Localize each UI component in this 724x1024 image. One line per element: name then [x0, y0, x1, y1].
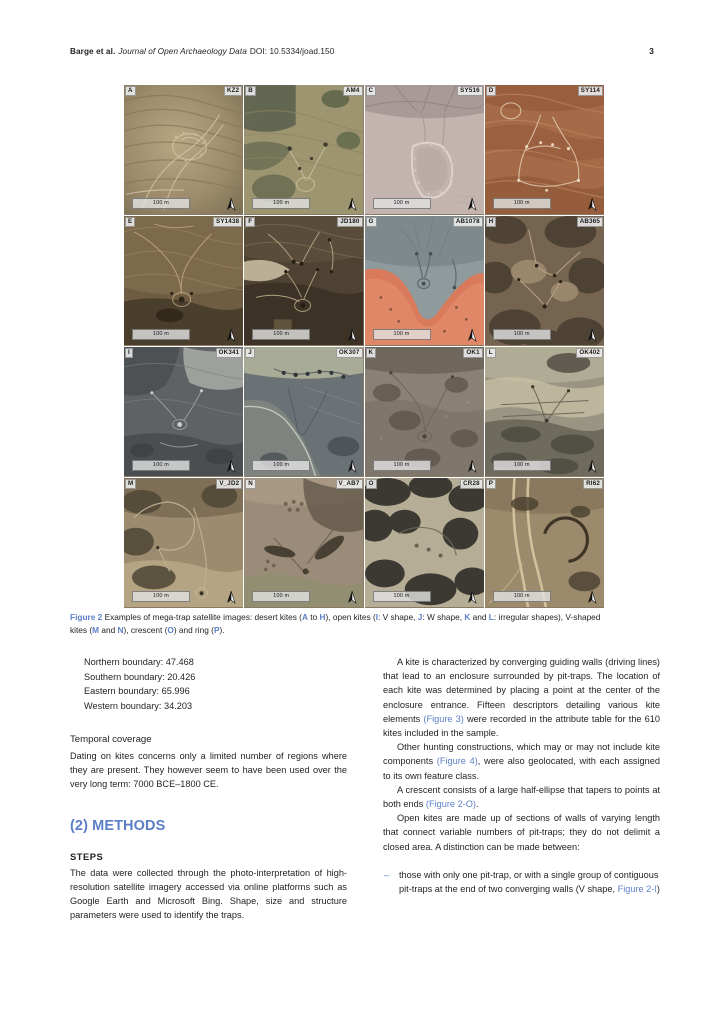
figure-panel[interactable]	[365, 85, 484, 215]
north-arrow-icon	[585, 328, 599, 343]
figure-caption-t11: ).	[219, 624, 225, 635]
panel-letter: C	[366, 86, 377, 96]
scale-bar: 100 m	[373, 460, 431, 471]
figure-caption-t10: ) and ring (	[173, 624, 214, 635]
north-arrow-icon	[224, 459, 238, 474]
figure-caption-ref-m: M	[92, 624, 100, 635]
north-arrow-icon	[465, 459, 479, 474]
scale-bar: 100 m	[132, 329, 190, 340]
p2-text-b: , were also geolocated, with each assigned to its own feature class.	[383, 756, 660, 781]
temporal-coverage-text: Dating on kites concerns only a limited number of regions where they are present. They however seem to have been used over the very long term: 7000 BCE–1800 CE.	[70, 750, 347, 789]
satellite-image-kz2	[124, 85, 243, 214]
north-arrow-icon	[465, 590, 479, 605]
figure-2-o-link[interactable]: (Figure 2-O)	[425, 799, 476, 810]
satellite-image-ok402	[485, 347, 604, 476]
p1-text-a: A kite is characterized by converging guiding walls (driving lines) that lead to an enclosure surrounded by pit-traps. The location of each kite was determined by placing a point at the center of the enclosure entrance. Fifteen descriptors detailing various kite elements	[383, 657, 660, 724]
figure-panel[interactable]	[365, 216, 484, 346]
panel-site-id: V_JD2	[216, 479, 242, 489]
figure-panel[interactable]	[124, 347, 243, 477]
figure-panel[interactable]	[124, 478, 243, 608]
panel-letter: M	[125, 479, 136, 489]
figure-panel[interactable]	[244, 347, 363, 477]
paragraph-crescent	[383, 783, 660, 811]
panel-letter: N	[245, 479, 256, 489]
satellite-image-jd180	[244, 216, 363, 345]
panel-site-id: SY114	[578, 86, 603, 96]
figure-panel-grid	[124, 85, 604, 608]
panel-site-id: OK1	[463, 348, 482, 358]
panel-site-id: OK402	[576, 348, 603, 358]
figure-3-link[interactable]: (Figure 3)	[423, 713, 464, 724]
figure-panel[interactable]	[244, 85, 363, 215]
figure-panel[interactable]	[244, 478, 363, 608]
figure-4-link[interactable]: (Figure 4)	[436, 756, 478, 767]
right-column	[383, 655, 660, 896]
scale-bar: 100 m	[493, 460, 551, 471]
temporal-coverage-heading: Temporal coverage	[70, 734, 152, 746]
north-arrow-icon	[345, 328, 359, 343]
figure-caption-t7: : irregular shapes), V-shaped kites (	[70, 612, 601, 635]
north-arrow-icon	[224, 197, 238, 212]
panel-site-id: KZ2	[224, 86, 242, 96]
north-arrow-icon	[224, 328, 238, 343]
figure-caption-ref-l: L	[488, 612, 494, 622]
figure-caption-t5: : W shape,	[422, 612, 465, 622]
left-column	[70, 655, 347, 922]
north-arrow-icon	[585, 197, 599, 212]
scale-bar: 100 m	[373, 591, 431, 602]
running-head-doi: DOI: 10.5334/joad.150	[249, 47, 335, 56]
panel-site-id: SY1438	[213, 217, 242, 227]
list-item: Southern boundary: 20.426	[84, 671, 196, 682]
north-arrow-icon	[345, 590, 359, 605]
satellite-image-ab1078	[365, 216, 484, 345]
panel-letter: G	[366, 217, 377, 227]
figure-caption-t9: ), crescent (	[123, 624, 168, 635]
figure-panel[interactable]	[244, 216, 363, 346]
panel-letter: O	[366, 479, 377, 489]
panel-site-id: SY516	[457, 86, 483, 96]
methods-heading: (2) METHODS	[70, 818, 166, 835]
panel-site-id: OK307	[336, 348, 363, 358]
scale-bar: 100 m	[252, 198, 310, 209]
scale-bar: 100 m	[252, 591, 310, 602]
figure-caption-ref-i: I	[375, 612, 379, 622]
figure-panel[interactable]	[365, 347, 484, 477]
figure-panel[interactable]	[485, 85, 604, 215]
running-head	[70, 46, 654, 56]
p3-text-a: A crescent consists of a large half-ellipse that tapers to points at both ends	[383, 784, 660, 810]
panel-site-id: AM4	[343, 86, 363, 96]
panel-site-id: CR28	[460, 479, 483, 489]
north-arrow-icon	[585, 590, 599, 605]
figure-caption-ref-o: O	[167, 624, 174, 635]
scale-bar: 100 m	[493, 591, 551, 602]
panel-letter: E	[125, 217, 135, 227]
scale-bar: 100 m	[493, 198, 551, 209]
boundary-list	[84, 655, 347, 713]
scale-bar: 100 m	[373, 198, 431, 209]
figure-caption-ref-n: N	[117, 624, 124, 635]
scale-bar: 100 m	[132, 591, 190, 602]
satellite-image-v-jd2	[124, 478, 243, 607]
running-head-journal: Journal of Open Archaeology Data	[118, 47, 247, 56]
panel-letter: F	[245, 217, 255, 227]
satellite-image-am4	[244, 85, 363, 214]
scale-bar: 100 m	[373, 329, 431, 340]
figure-caption	[70, 611, 610, 636]
panel-letter: A	[125, 86, 136, 96]
figure-caption-ref-a: A	[301, 612, 308, 622]
scale-bar: 100 m	[132, 198, 190, 209]
list-item: Western boundary: 34.203	[84, 700, 193, 711]
figure-panel[interactable]	[124, 85, 243, 215]
list-item: Northern boundary: 47.468	[84, 657, 194, 667]
figure-caption-t8: and	[99, 624, 118, 635]
list-item	[383, 868, 660, 896]
figure-caption-ref-k: K	[464, 612, 471, 622]
satellite-image-sy516	[365, 85, 484, 214]
panel-letter: P	[486, 479, 496, 489]
list-item: Eastern boundary: 65.996	[84, 686, 190, 697]
north-arrow-icon	[224, 590, 238, 605]
scale-bar: 100 m	[493, 329, 551, 340]
satellite-image-ok341	[124, 347, 243, 476]
scale-bar: 100 m	[252, 329, 310, 340]
scale-bar: 100 m	[132, 460, 190, 471]
figure-panel[interactable]	[124, 216, 243, 346]
panel-letter: D	[486, 86, 497, 96]
bullet1-text-b: )	[656, 884, 660, 895]
north-arrow-icon	[585, 459, 599, 474]
figure-caption-ref-j: J	[417, 612, 423, 622]
paragraph-kite-definition	[383, 655, 660, 740]
p2-text-a: Other hunting constructions, which may or may not include kite components	[383, 742, 660, 767]
satellite-image-sy114	[485, 85, 604, 214]
panel-letter: B	[245, 86, 256, 96]
panel-site-id: JD180	[337, 217, 362, 227]
steps-heading: STEPS	[70, 851, 104, 863]
panel-site-id: OK341	[216, 348, 243, 358]
figure-panel[interactable]	[365, 478, 484, 608]
bullet-dash: –	[384, 869, 390, 880]
figure-caption-t1: Examples of mega-trap satellite images: desert kites (	[102, 612, 302, 622]
panel-site-id: AB1078	[453, 217, 483, 227]
satellite-image-ab365	[485, 216, 604, 345]
panel-letter: H	[486, 217, 497, 227]
satellite-image-ri62	[485, 478, 604, 607]
north-arrow-icon	[345, 197, 359, 212]
north-arrow-icon	[345, 459, 359, 474]
figure-caption-t6: and	[470, 612, 489, 622]
figure-caption-ref-h: H	[319, 612, 326, 622]
open-kite-distinction-list	[383, 868, 660, 896]
satellite-image-sy1438	[124, 216, 243, 345]
panel-letter: I	[125, 348, 133, 358]
paragraph-open-kites: Open kites are made up of sections of walls of varying length that connect variable numbers of pit-traps; they do not delimit a closed area. A distinction can be made between:	[383, 813, 660, 852]
p3-text-b: .	[475, 799, 479, 810]
figure-panel[interactable]	[485, 347, 604, 477]
figure-2-i-link[interactable]: Figure 2-I	[617, 884, 657, 895]
figure-2	[124, 85, 604, 608]
bullet1-text-a: those with only one pit-trap, or with a single group of contiguous pit-traps at the end of two converging walls (V shape,	[399, 869, 659, 895]
figure-caption-t2: to	[307, 612, 320, 622]
north-arrow-icon	[465, 197, 479, 212]
figure-panel[interactable]	[485, 478, 604, 608]
satellite-image-cr28	[365, 478, 484, 607]
figure-caption-t3: ), open kites (	[325, 612, 376, 622]
panel-letter: L	[486, 348, 496, 358]
satellite-image-v-ab7	[244, 478, 363, 607]
satellite-image-ok307	[244, 347, 363, 476]
figure-caption-label: Figure 2	[70, 612, 103, 622]
panel-letter: K	[366, 348, 377, 358]
figure-caption-ref-p: P	[213, 624, 220, 635]
figure-panel[interactable]	[485, 216, 604, 346]
figure-caption-t4: : V shape,	[378, 612, 418, 622]
scale-bar: 100 m	[252, 460, 310, 471]
paragraph-other-constructions	[383, 740, 660, 783]
p1-text-b: were recorded in the attribute table for the 610 kites included in the sample.	[383, 713, 660, 739]
panel-site-id: V_AB7	[336, 479, 363, 489]
steps-text: The data were collected through the photo-interpretation of high-resolution satellite imagery accessed via online platforms such as Google Earth and Microsoft Bing. Shape, size and structure parameters were used to identify the traps.	[70, 867, 347, 921]
panel-site-id: RI62	[583, 479, 603, 489]
satellite-image-ok1	[365, 347, 484, 476]
page-number: 3	[649, 46, 654, 56]
north-arrow-icon	[465, 328, 479, 343]
running-head-authors: Barge et al.	[70, 47, 116, 56]
panel-letter: J	[245, 348, 255, 358]
panel-site-id: AB365	[577, 217, 603, 227]
